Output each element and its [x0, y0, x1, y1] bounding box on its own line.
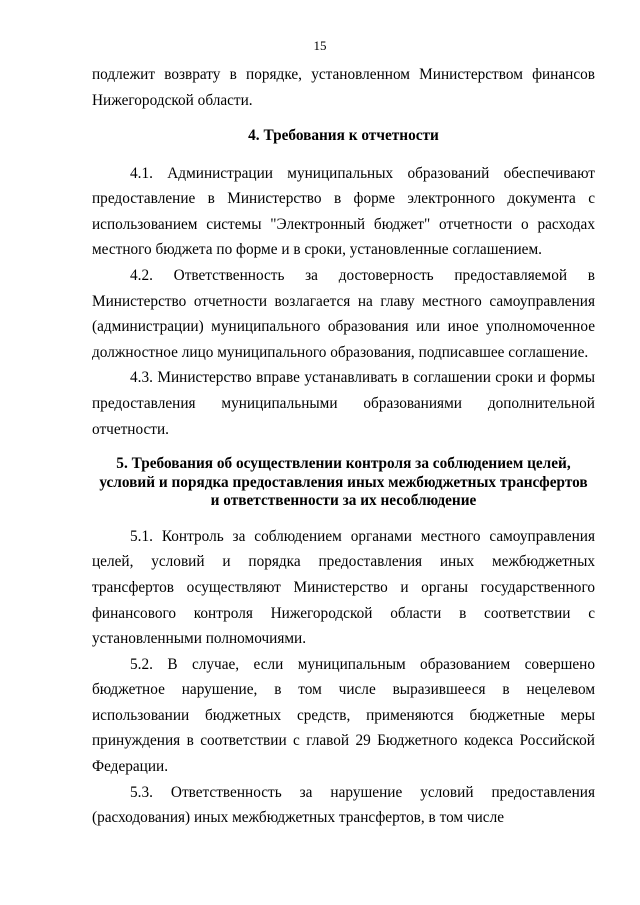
paragraph-5-2: 5.2. В случае, если муниципальным образованием совершено бюджетное нарушение, в том числе выразившееся в нецелевом использовании бюджетных средств, применяются бюджетные меры принуждения в соответствии с главой 29 Бюджетного кодекса Российской Федерации. [92, 655, 595, 776]
paragraph-4-3: 4.3. Министерство вправе устанавливать в соглашении сроки и формы предоставления муниципальными образованиями дополнительной отчетности. [92, 369, 595, 438]
intro-paragraph: подлежит возврату в порядке, установленном Министерством финансов Нижегородской области. [92, 66, 595, 109]
section-4-heading: 4. Требования к отчетности [248, 127, 439, 145]
paragraph-4-2: 4.2. Ответственность за достоверность предоставляемой в Министерство отчетности возлагается на главу местного самоуправления (администрации) муниципального образования или иное уполномоченное должностное лицо муниципального образования, подписавшее соглашение. [92, 267, 595, 361]
page-number: 15 [313, 38, 327, 53]
section-5-heading-line-3: и ответственности за их несоблюдение [210, 492, 477, 510]
section-5-heading-line-1: 5. Требования об осуществлении контроля за соблюдением целей, [116, 455, 571, 473]
paragraph-4-1: 4.1. Администрации муниципальных образований обеспечивают предоставление в Министерство в форме электронного документа с использованием системы "Электронный бюджет" отчетности о расходах местного бюджета по форме и в сроки, установленные соглашением. [92, 164, 595, 259]
paragraph-5-1: 5.1. Контроль за соблюдением органами местного самоуправления целей, условий и порядка предоставления иных межбюджетных трансфертов осуществляют Министерство и органы государственного финансового контроля Нижегородской области в соответствии с установленными полномочиями. [92, 527, 595, 648]
paragraph-5-3: 5.3. Ответственность за нарушение условий предоставления (расходования) иных межбюджетных трансфертов, в том числе [92, 783, 595, 827]
document-body [92, 62, 595, 831]
section-5-heading [92, 455, 595, 511]
section-5-heading-line-2: условий и порядка предоставления иных межбюджетных трансфертов [99, 473, 588, 491]
